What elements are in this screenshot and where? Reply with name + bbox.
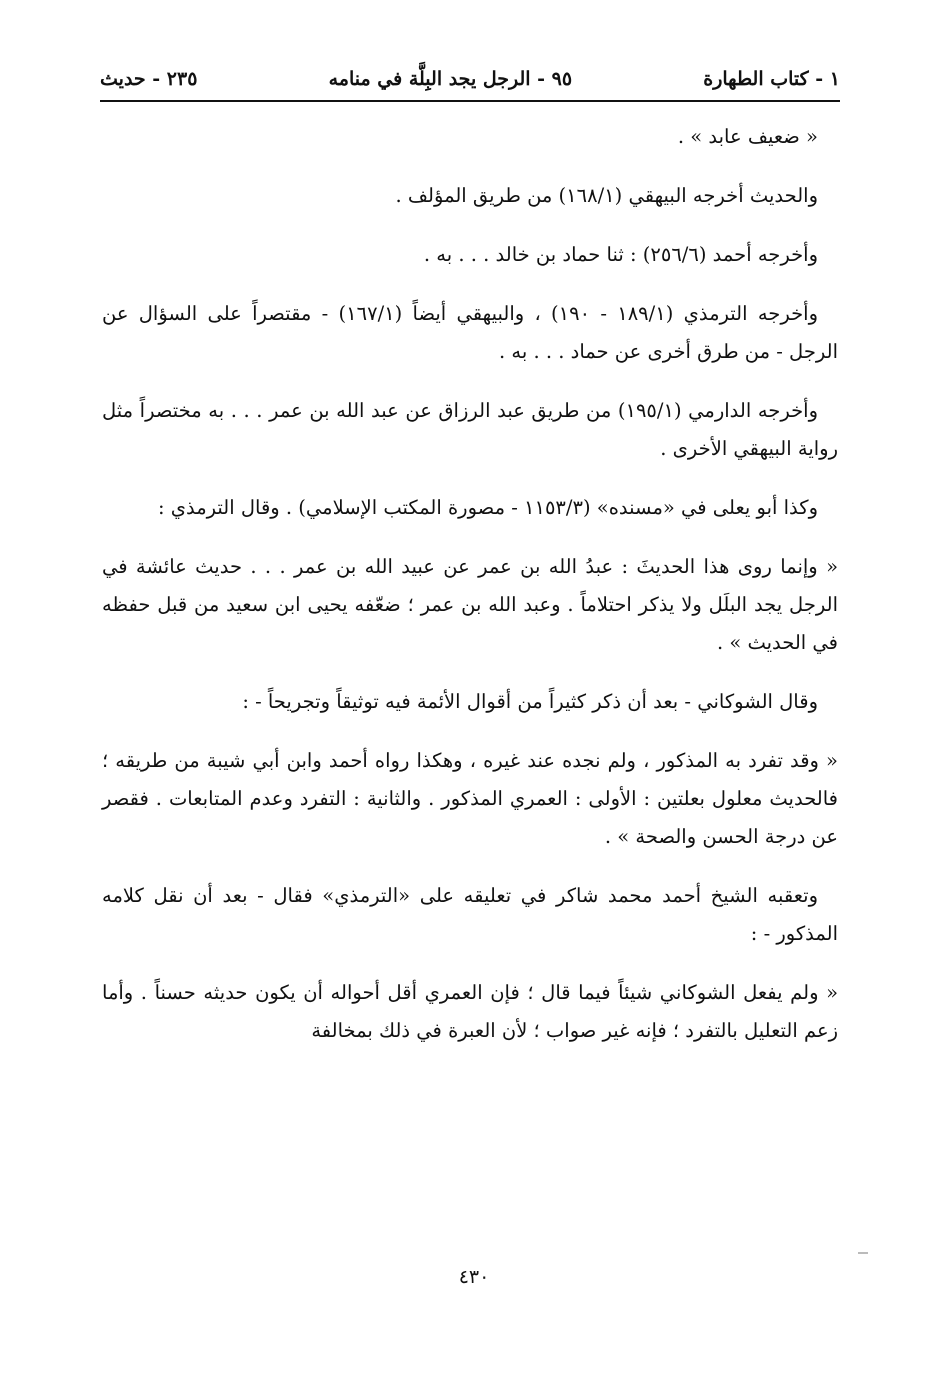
paragraph: وكذا أبو يعلى في «مسنده» (١١٥٣/٣ - مصورة المكتب الإسلامي) . وقال الترمذي : [157,496,818,519]
running-header [100,62,840,96]
paragraph: وقال الشوكاني - بعد أن ذكر كثيراً من أقوال الأئمة فيه توثيقاً وتجريحاً - : [242,690,818,713]
page-number: ٤٣٠ [458,1266,490,1288]
paragraph: والحديث أخرجه البيهقي (١٦٨/١) من طريق المؤلف . [395,184,818,207]
paragraph: وتعقبه الشيخ أحمد محمد شاكر في تعليقه على «الترمذي» فقال - بعد أن نقل كلامه المذكور - : [102,884,838,945]
paragraph: وأخرجه الترمذي (١٨٩/١ - ١٩٠) ، والبيهقي أيضاً (١٦٧/١) - مقتصراً على السؤال عن الرجل - من طرق أخرى عن حماد . . . به . [102,302,838,363]
quote-paragraph: « وقد تفرد به المذكور ، ولم نجده عند غيره ، وهكذا رواه أحمد وابن أبي شيبة من طريقه ؛ فالحديث معلول بعلتين : الأولى : العمري المذكور . والثانية : التفرد وعدم المتابعات . فقصر عن درجة الحسن والصحة » . [102,749,838,848]
quote-paragraph: « ولم يفعل الشوكاني شيئاً فيما قال ؛ فإن العمري أقل أحواله أن يكون حديثه حسناً . وأما زعم التعليل بالتفرد ؛ فإنه غير صواب ؛ لأن العبرة في ذلك بمخالفة [102,981,838,1042]
paragraph: وأخرجه أحمد (٢٥٦/٦) : ثنا حماد بن خالد . . . به . [423,243,818,266]
header-chapter: ١ - كتاب الطهارة [703,68,840,90]
page-body [102,118,838,1071]
header-divider [100,100,840,102]
header-hadith-number: ٢٣٥ - حديث [100,68,198,90]
paragraph: وأخرجه الدارمي (١٩٥/١) من طريق عبد الرزاق عن عبد الله بن عمر . . . به مختصراً مثل رواية البيهقي الأخرى . [102,399,838,460]
quote-paragraph: « وإنما روى هذا الحديثَ : عبدُ الله بن عمر عن عبيد الله بن عمر . . . حديث عائشة في الرجل يجد البلَل ولا يذكر احتلاماً . وعبد الله بن عمر ؛ ضعّفه يحيى ابن سعيد من قبل حفظه في الحديث » . [102,555,838,654]
paragraph: « ضعيف عابد » . [677,125,818,148]
scan-speck [858,1252,868,1254]
header-section: ٩٥ - الرجل يجد البِلَّة في منامه [328,68,573,90]
